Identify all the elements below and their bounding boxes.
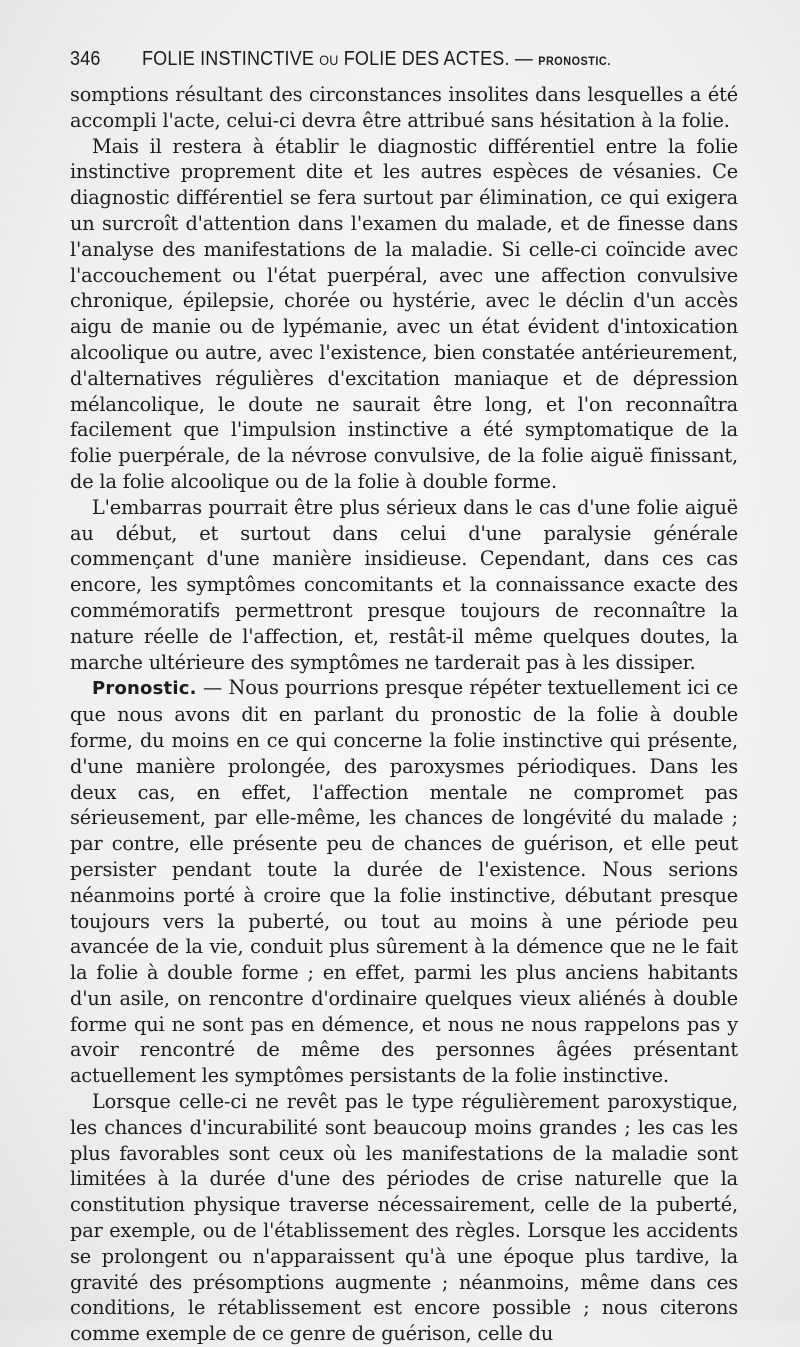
book-page (70, 48, 738, 1347)
section-heading-pronostic: Pronostic. (92, 678, 197, 700)
body-text (70, 82, 738, 1347)
paragraph-embarras: L'embarras pourrait être plus sérieux dans le cas d'une folie aiguë au début, et surtout dans celui d'une paralysie générale commençant d'une manière insidieuse. Cependant, dans ces cas encore, les symptômes concomitants et la connaissance exacte des commémoratifs permettront presque toujours de reconnaître la nature réelle de l'affection, et, restât-il même quelques doutes, la marche ultérieure des symptômes ne tarderait pas à les dissiper. (70, 495, 738, 674)
running-title-part2: FOLIE DES ACTES. (343, 48, 510, 70)
paragraph-diagnostic: Mais il restera à établir le diagnostic différentiel entre la folie instinctive proprement dite et les autres espèces de vésanies. Ce diagnostic différentiel se fera surtout par élimination, ce qui exigera un surcroît d'attention dans l'examen du malade, et de finesse dans l'analyse des manifestations de la maladie. Si celle-ci coïncide avec l'accouchement ou l'état puerpéral, avec une affection convulsive chronique, épilepsie, chorée ou hystérie, avec le déclin d'un accès aigu de manie ou de lypémanie, avec un état évident d'intoxication alcoolique ou autre, avec l'existence, bien constatée antérieurement, d'alternatives régulières d'excitation maniaque et de dépression mélancolique, le doute ne saurait être long, et l'on reconnaîtra facilement que l'impulsion instinctive a été symptomatique de la folie puerpérale, de la névrose convulsive, de la folie aiguë finissant, de la folie alcoolique ou de la folie à double forme. (70, 134, 738, 493)
running-title-connector: OU (319, 52, 339, 68)
paragraph-incurabilite: Lorsque celle-ci ne revêt pas le type régulièrement paroxystique, les chances d'incurabilité sont beaucoup moins grandes ; les cas les plus favorables sont ceux où les manifestations de la maladie sont limitées à la durée d'une des périodes de crise naturelle que la constitution physique traverse nécessairement, celle de la puberté, par exemple, ou de l'établissement des règles. Lorsque les accidents se prolongent ou n'apparaissent qu'à une époque plus tardive, la gravité des présomptions augmente ; néanmoins, même dans ces conditions, le rétablissement est encore possible ; nous citerons comme exemple de ce genre de guérison, celle du (70, 1090, 738, 1346)
page-number: 346 (70, 48, 101, 70)
running-head (70, 48, 736, 82)
paragraph-pronostic (70, 675, 738, 1089)
pronostic-text: — Nous pourrions presque répéter textuellement ici ce que nous avons dit en parlant du pronostic de la folie à double forme, du moins en ce qui concerne la folie instinctive qui présente, d'une manière prolongée, des paroxysmes périodiques. Dans les deux cas, en effet, l'affection mentale ne compromet pas sérieusement, par elle-même, les chances de longévité du malade ; par contre, elle présente peu de chances de guérison, et elle peut persister pendant toute la durée de l'existence. Nous serions néanmoins porté à croire que la folie instinctive, débutant presque toujours vers la puberté, ou tout au moins à une période peu avancée de la vie, conduit plus sûrement à la démence que ne le fait la folie à double forme ; en effet, parmi les plus anciens habitants d'un asile, on rencontre d'ordinaire quelques vieux aliénés à double forme qui ne sont pas en démence, et nous ne nous rappelons pas y avoir rencontré de même des personnes âgées présentant actuellement les symptômes persistants de la folie instinctive. (70, 676, 738, 1088)
paragraph-continuation: somptions résultant des circonstances insolites dans lesquelles a été accompli l'acte, celui-ci devra être attribué sans hésitation à la folie. (70, 83, 738, 132)
running-title-separator: — (514, 48, 534, 70)
running-section-name: PRONOSTIC. (538, 54, 611, 68)
running-title-part1: FOLIE INSTINCTIVE (141, 48, 315, 70)
